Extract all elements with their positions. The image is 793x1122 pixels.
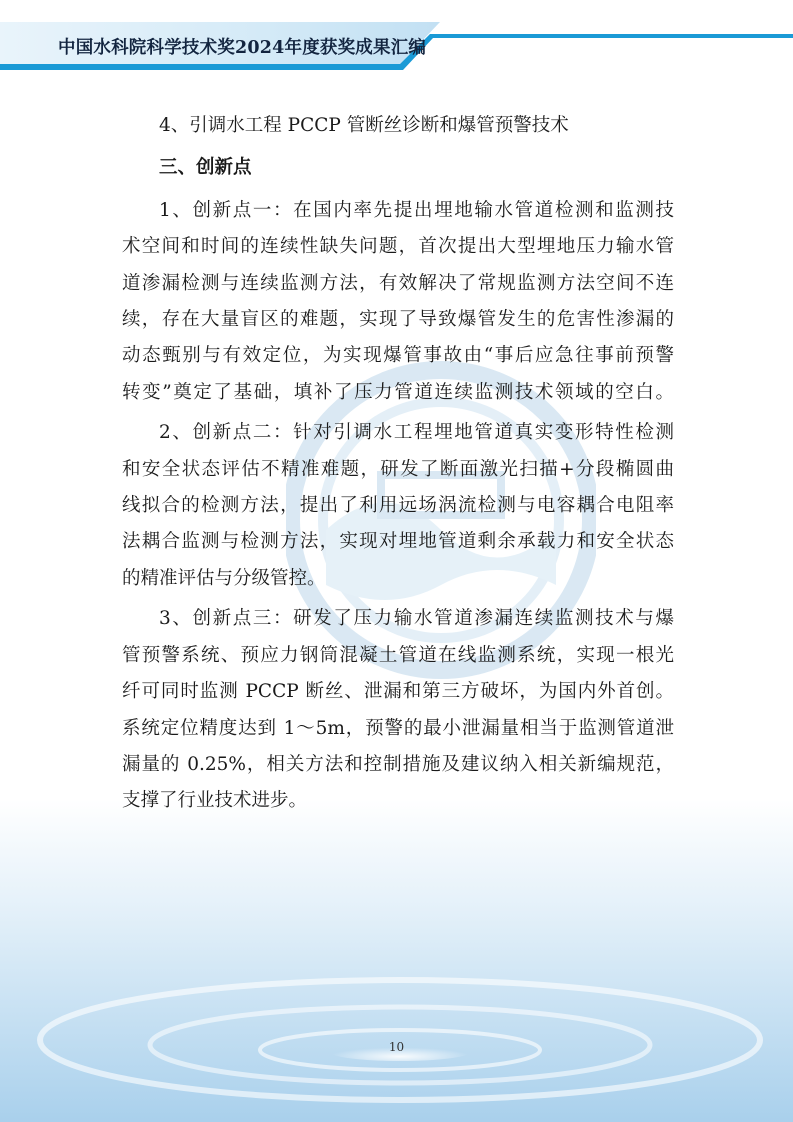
paragraph-line: 系统定位精度达到 1～5m，预警的最小泄漏量相当于监测管道泄 xyxy=(122,717,674,739)
paragraph-innovation-1 xyxy=(122,193,674,411)
section-heading: 三、创新点 xyxy=(159,157,252,179)
paragraph-line: 支撑了行业技术进步。 xyxy=(122,790,308,812)
paragraph-line: 法耦合监测与检测方法，实现对埋地管道剩余承载力和安全状态 xyxy=(122,531,674,553)
paragraph-innovation-2 xyxy=(122,415,674,597)
item-4: 4、引调水工程 PCCP 管断丝诊断和爆管预警技术 xyxy=(159,115,569,136)
paragraph-line: 3、创新点三：研发了压力输水管道渗漏连续监测技术与爆 xyxy=(159,608,674,630)
water-background xyxy=(0,800,793,1122)
paragraph-line: 纤可同时监测 PCCP 断丝、泄漏和第三方破坏，为国内外首创。 xyxy=(122,681,674,703)
paragraph-line: 续，存在大量盲区的难题，实现了导致爆管发生的危害性渗漏的 xyxy=(122,309,674,331)
paragraph-line: 2、创新点二：针对引调水工程埋地管道真实变形特性检测 xyxy=(159,422,674,444)
paragraph-line: 的精准评估与分级管控。 xyxy=(122,567,326,589)
paragraph-innovation-3 xyxy=(122,601,674,819)
paragraph-line: 转变”奠定了基础，填补了压力管道连续监测技术领域的空白。 xyxy=(122,381,674,403)
paragraph-line: 线拟合的检测方法，提出了利用远场涡流检测与电容耦合电阻率 xyxy=(122,495,674,517)
document-body xyxy=(122,108,674,824)
paragraph-line: 1、创新点一：在国内率先提出埋地输水管道检测和监测技 xyxy=(159,199,674,221)
page-number: 10 xyxy=(388,1040,405,1054)
paragraph-line: 和安全状态评估不精准难题，研发了断面激光扫描+分段椭圆曲 xyxy=(122,458,674,480)
paragraph-line: 漏量的 0.25%，相关方法和控制措施及建议纳入相关新编规范， xyxy=(122,753,674,775)
header-title: 中国水科院科学技术奖2024年度获奖成果汇编 xyxy=(58,38,427,58)
paragraph-line: 管预警系统、预应力钢筒混凝土管道在线监测系统，实现一根光 xyxy=(122,644,674,666)
paragraph-line: 动态甄别与有效定位，为实现爆管事故由“事后应急往事前预警 xyxy=(122,345,674,367)
paragraph-line: 道渗漏检测与连续监测方法，有效解决了常规监测方法空间不连 xyxy=(122,272,674,294)
paragraph-line: 术空间和时间的连续性缺失问题，首次提出大型埋地压力输水管 xyxy=(122,236,674,258)
